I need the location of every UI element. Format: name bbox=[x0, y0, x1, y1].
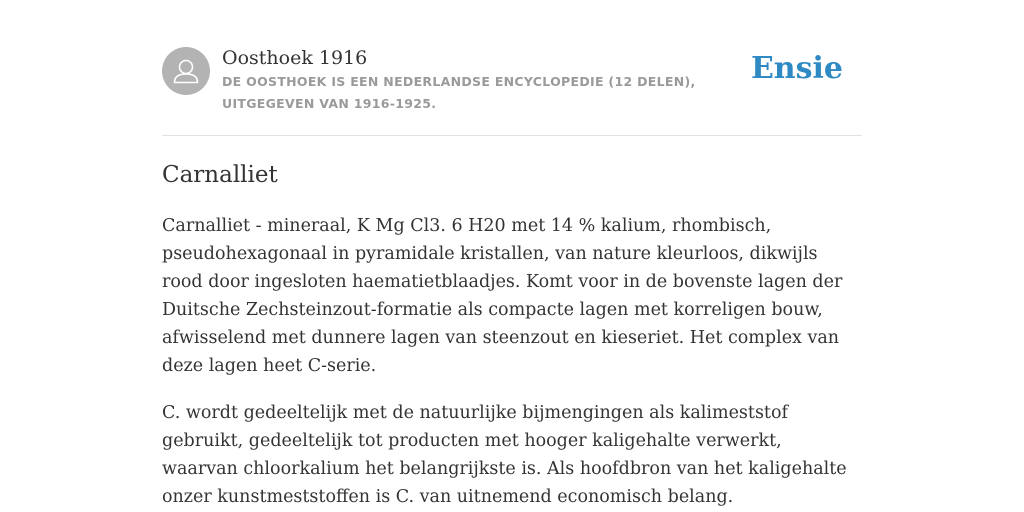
source-title[interactable]: Oosthoek 1916 bbox=[222, 47, 368, 69]
article-title: Carnalliet bbox=[162, 162, 278, 188]
article-paragraph: Carnalliet - mineraal, K Mg Cl3. 6 H20 met 14 % kalium, rhombisch, pseudohexagonaal in pyramidale kristallen, van nature kleurloos, dikwijls rood door ingesloten haematietblaadjes. Komt voor in de bovenste lagen der Duitsche Zechsteinzout-formatie als compacte lagen met korreligen bouw, afwisselend met dunnere lagen van steenzout en kieseriet. Het complex van deze lagen heet C-serie. bbox=[162, 216, 843, 376]
source-header bbox=[162, 0, 862, 136]
article-paragraph: C. wordt gedeeltelijk met de natuurlijke bijmengingen als kalimeststof gebruikt, gedeeltelijk tot producten met hooger kaligehalte verwerkt, waarvan chloorkalium het belangrijkste is. Als hoofdbron van het kaligehalte onzer kunstmeststoffen is C. van uitnemend economisch belang. bbox=[162, 403, 847, 507]
user-icon bbox=[162, 47, 210, 95]
ensie-logo[interactable]: Ensie bbox=[750, 51, 843, 86]
article bbox=[162, 158, 862, 511]
source-avatar bbox=[162, 47, 210, 95]
source-description: DE OOSTHOEK IS EEN NEDERLANDSE ENCYCLOPEDIE (12 DELEN), UITGEGEVEN VAN 1916-1925. bbox=[222, 74, 696, 111]
